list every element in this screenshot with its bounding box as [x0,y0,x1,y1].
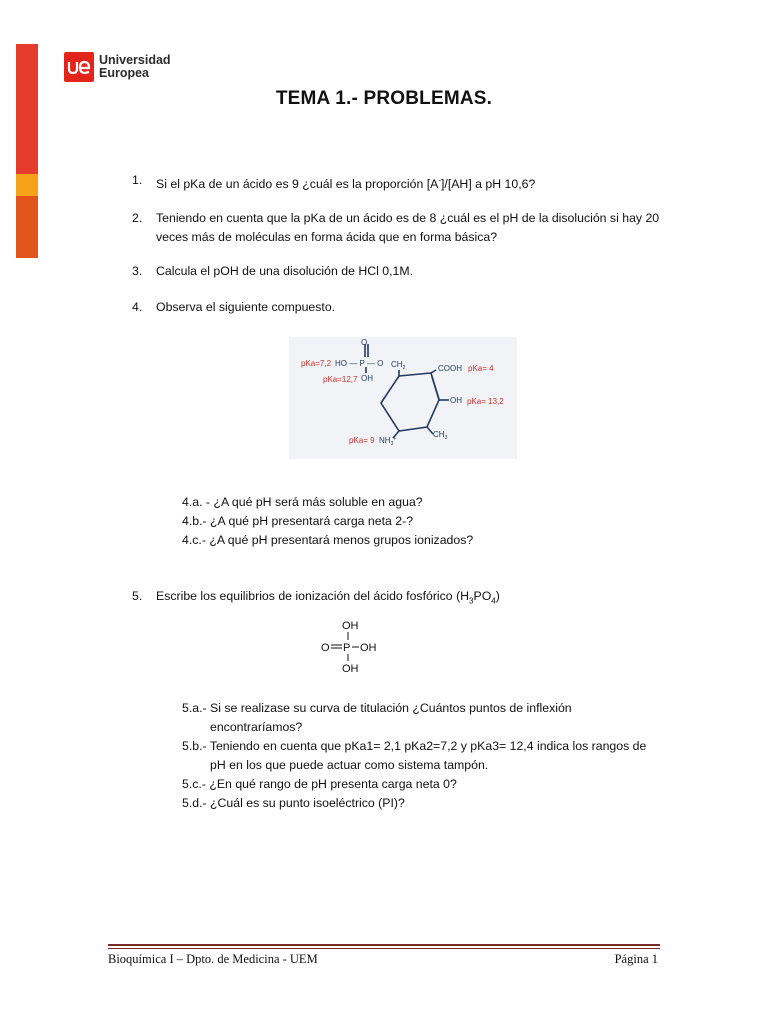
ue-logo-icon [64,52,94,82]
subquestion-4b [182,512,413,531]
question-number: 3. [132,264,143,278]
subquestion-text: ¿A qué pH presentará carga neta 2-? [210,514,414,528]
subquestion-label: 5.b.- [182,739,207,753]
mol-oh-phosphate: OH [361,374,373,383]
subquestion-text: ¿En qué rango de pH presenta carga neta 0? [209,777,457,791]
subquestion-text-cont: pH en los que puede actuar como sistema tampón. [210,758,489,772]
question-text-cont: ]/[AH] a pH 10,6? [440,177,536,192]
subquestion-text: Teniendo en cuenta que pKa1= 2,1 pKa2=7,2 y pKa3= 12,4 indica los rangos de [209,739,647,753]
phos-p: P [343,642,351,654]
mol-o-top: O [361,338,368,347]
mol-ho-p-o: HO — P — O [335,359,384,368]
pka-label-cooh: pKa= 4 [468,364,494,373]
subquestion-label: 5.a.- [182,701,207,715]
subquestion-label: 4.b.- [182,514,207,528]
subquestion-5d [182,794,405,813]
footer-divider-thin [108,948,660,949]
superscript: - [438,176,441,185]
question-text: Observa el siguiente compuesto. [156,300,336,314]
question-number: 4. [132,300,143,314]
subquestion-text: ¿A qué pH presentará menos grupos ionizados? [209,533,474,547]
pka-label-phosphate-1: pKa=7,2 [301,359,332,368]
phos-oh-bottom: OH [342,663,359,674]
logo-line-1: Universidad [99,53,171,67]
subquestion-text: ¿A qué pH será más soluble en agua? [213,495,423,509]
subquestion-label: 5.d.- [182,796,207,810]
brand-bar-yellow [16,174,38,196]
phos-oh-right: OH [360,642,377,654]
footer-page-number: Página 1 [614,952,658,966]
pka-label-phosphate-2: pKa=12,7 [323,375,358,384]
brand-bar-orange [16,196,38,258]
subquestion-label: 4.c.- [182,533,206,547]
logo-line-2: Europea [99,66,150,80]
subscript: 3 [469,596,474,606]
subquestion-5a [182,699,658,737]
question-text: Calcula el pOH de una disolución de HCl 0,1M. [156,264,414,278]
subquestion-text-cont: encontraríamos? [210,720,303,734]
pka-label-oh: pKa= 13,2 [467,397,504,406]
pka-label-nh3: pKa= 9 [349,436,375,445]
mol-ch2: $CH_2$ [391,360,406,371]
molecule-figure [289,337,517,459]
question-number: 1. [132,173,143,187]
phos-o-left: O [321,642,330,654]
mol-ch3: $CH_3$ [433,430,448,441]
brand-side-bar [16,44,38,258]
subquestion-label: 4.a. - [182,495,211,509]
footer-divider [108,944,660,946]
question-text: Escribe los equilibrios de ionización del ácido fosfórico (H [156,589,470,603]
phos-oh-top: OH [342,620,359,632]
subquestion-label: 5.c.- [182,777,206,791]
question-text-mid: PO [473,589,492,603]
question-text-end: ) [495,589,500,603]
subquestion-text: ¿Cuál es su punto isoeléctrico (PI)? [210,796,405,810]
mol-nh3: $NH_3^+$ [379,436,397,447]
question-text: Teniendo en cuenta que la pKa de un ácido es de 8 ¿cuál es el pH de la disolución si hay 20 veces más de moléculas en forma ácida que en forma básica? [156,211,660,244]
phosphoric-acid-structure [318,618,388,674]
question-number: 2. [132,211,143,225]
subquestion-text: Si se realizase su curva de titulación ¿Cuántos puntos de inflexión [210,701,572,715]
subquestion-5b [182,737,658,775]
question-number: 5. [132,589,143,603]
mol-oh-ring: OH [450,396,462,405]
footer-course: Bioquímica I – Dpto. de Medicina - UEM [108,952,318,966]
subquestion-4c [182,531,473,550]
subscript: 4 [491,596,496,606]
university-logo [64,52,171,82]
subquestion-4a [182,493,423,512]
question-text: Si el pKa de un ácido es 9 ¿cuál es la proporción [A [156,177,439,192]
subquestion-5c [182,775,457,794]
page-title: TEMA 1.- PROBLEMAS. [275,88,493,109]
mol-cooh: COOH [438,364,462,373]
